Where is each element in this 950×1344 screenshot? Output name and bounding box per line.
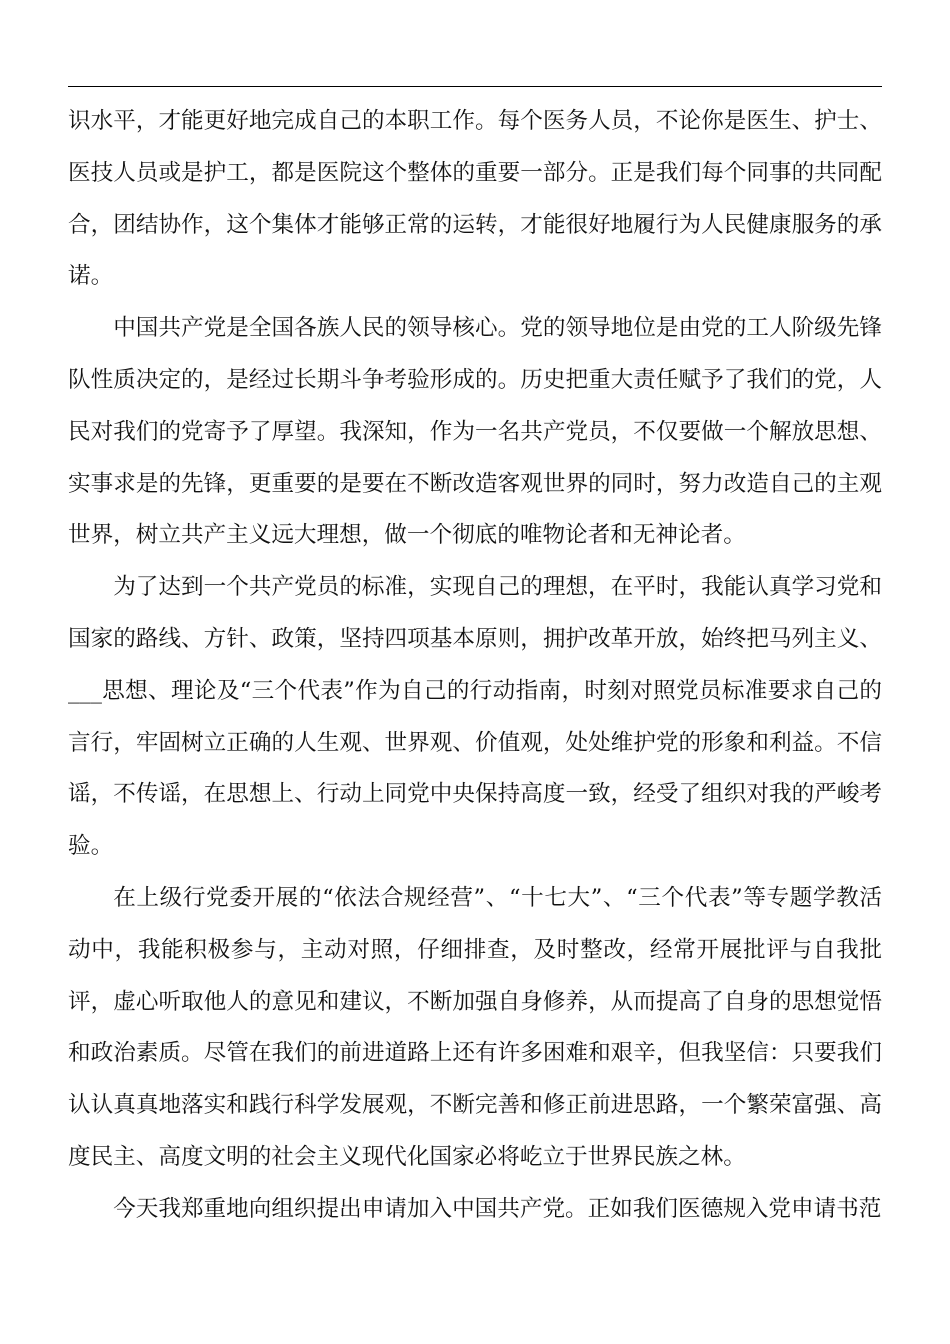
paragraph-5: 今天我郑重地向组织提出申请加入中国共产党。正如我们医德规入党申请书范 — [113, 1195, 882, 1222]
paragraph-2: 中国共产党是全国各族人民的领导核心。党的领导地位是由党的工人阶级先锋队性质决定的，是经过长期斗争考验形成的。历史把重大责任赋予了我们的党，人民对我们的党寄予了厚望。我深知，作为一名共产党员，不仅要做一个解放思想、实事求是的先锋，更重要的是要在不断改造客观世界的同时，努力改造自己的主观世界，树立共产主义远大理想，做一个彻底的唯物论者和无神论者。 — [68, 315, 882, 549]
paragraph-3: 为了达到一个共产党员的标准，实现自己的理想，在平时，我能认真学习党和国家的路线、方针、政策，坚持四项基本原则，拥护改革开放，始终把马列主义、___思想、理论及“三个代表”作为自己的行动指南，时刻对照党员标准要求自己的言行，牢固树立正确的人生观、世界观、价值观，处处维护党的形象和利益。不信谣，不传谣，在思想上、行动上同党中央保持高度一致，经受了组织对我的严峻考验。 — [68, 574, 882, 860]
paragraph-4: 在上级行党委开展的“依法合规经营”、“十七大”、“三个代表”等专题学教活动中，我能积极参与，主动对照，仔细排查，及时整改，经常开展批评与自我批评，虚心听取他人的意见和建议，不断加强自身修养，从而提高了自身的思想觉悟和政治素质。尽管在我们的前进道路上还有许多困难和艰辛，但我坚信：只要我们认认真真地落实和践行科学发展观，不断完善和修正前进思路，一个繁荣富强、高度民主、高度文明的社会主义现代化国家必将屹立于世界民族之林。 — [68, 884, 882, 1170]
header-rule — [68, 86, 882, 87]
paragraph-1: 识水平，才能更好地完成自己的本职工作。每个医务人员，不论你是医生、护士、医技人员或是护工，都是医院这个整体的重要一部分。正是我们每个同事的共同配合，团结协作，这个集体才能够正常的运转，才能很好地履行为人民健康服务的承诺。 — [68, 108, 882, 290]
document-body — [68, 96, 882, 1236]
